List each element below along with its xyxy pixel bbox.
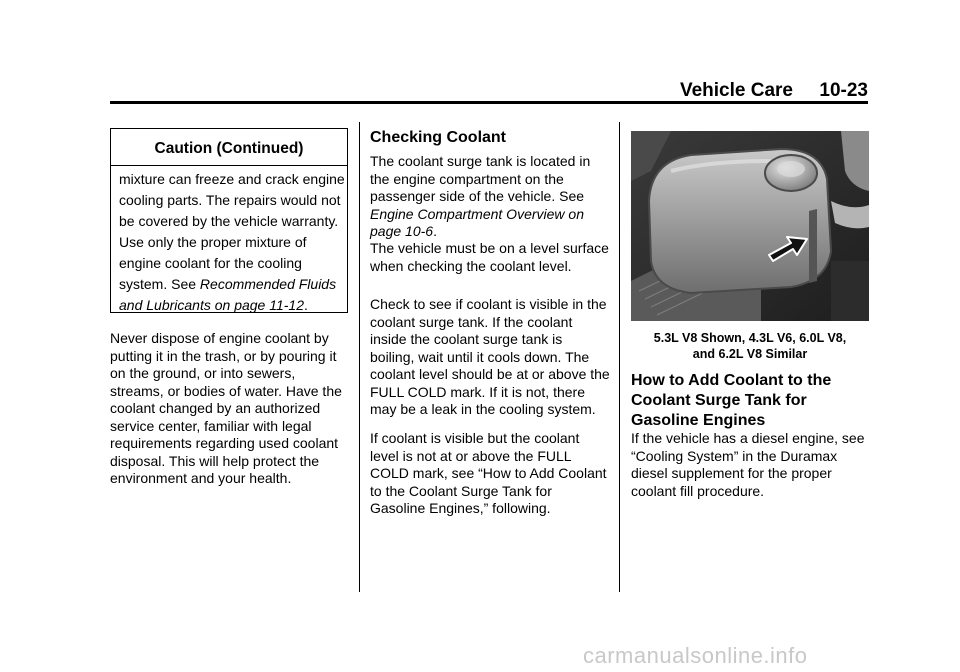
caution-title: Caution (Continued) [154,140,304,157]
add-coolant-heading: How to Add Coolant to the Coolant Surge Tank for Gasoline Engines [631,372,832,429]
watermark: carmanualsonline.info [583,643,808,668]
checking-paragraph-4: If coolant is visible but the coolant level is not at or above the FULL COLD mark, see “How to Add Coolant to the Coolant Surge Tank for Gasoline Engines,” following. [370,430,607,516]
checking-p1-text: The coolant surge tank is located in the engine compartment on the passenger side of the vehicle. See [370,153,591,204]
caption-line-2: and 6.2L V8 Similar [692,347,808,361]
engine-compartment-link[interactable]: Engine Compartment Overview on page 10-6 [370,205,584,239]
caution-end: . [304,297,308,313]
caution-divider [111,165,347,166]
caution-box [110,128,348,313]
column-divider-left [359,122,360,592]
coolant-tank-photo [631,131,869,321]
disposal-paragraph: Never dispose of engine coolant by putting it in the trash, or by pouring it on the ground, or into sewers, streams, or bodies of water. Have the coolant changed by an authorized service center, familiar with legal requirements regarding used coolant disposal. This will help protect the environment and your health. [110,330,342,486]
checking-paragraph-3: Check to see if coolant is visible in the coolant surge tank. If the coolant inside the coolant surge tank is boiling, wait until it cools down. The coolant level should be at or above the FULL COLD mark. If it is not, there may be a leak in the cooling system. [370,296,610,417]
header-rule [110,101,868,104]
checking-coolant-heading: Checking Coolant [370,129,507,146]
header-section: Vehicle Care [679,80,793,101]
caption-line-1: 5.3L V8 Shown, 4.3L V6, 6.0L V8, [653,331,847,345]
caution-text: mixture can freeze and crack engine cooling parts. The repairs would not be covered by the vehicle warranty. Use only the proper mixture of engine coolant for the cooling system. See [119,171,345,292]
column-divider-right [619,122,620,592]
checking-paragraph-2: The vehicle must be on a level surface when checking the coolant level. [370,240,609,274]
checking-paragraph-1 [370,153,610,241]
caution-body [119,169,345,316]
figure-caption [631,330,869,362]
page-header [110,80,868,102]
caution-reference-link[interactable]: Recommended Fluids and Lubricants on page 11-12 [119,276,337,313]
checking-p1-end: . [433,223,437,239]
header-title [680,80,868,102]
header-page-number: 10-23 [819,80,868,101]
add-coolant-paragraph: If the vehicle has a diesel engine, see “Cooling System” in the Duramax diesel supplement for the proper coolant fill procedure. [631,430,865,499]
